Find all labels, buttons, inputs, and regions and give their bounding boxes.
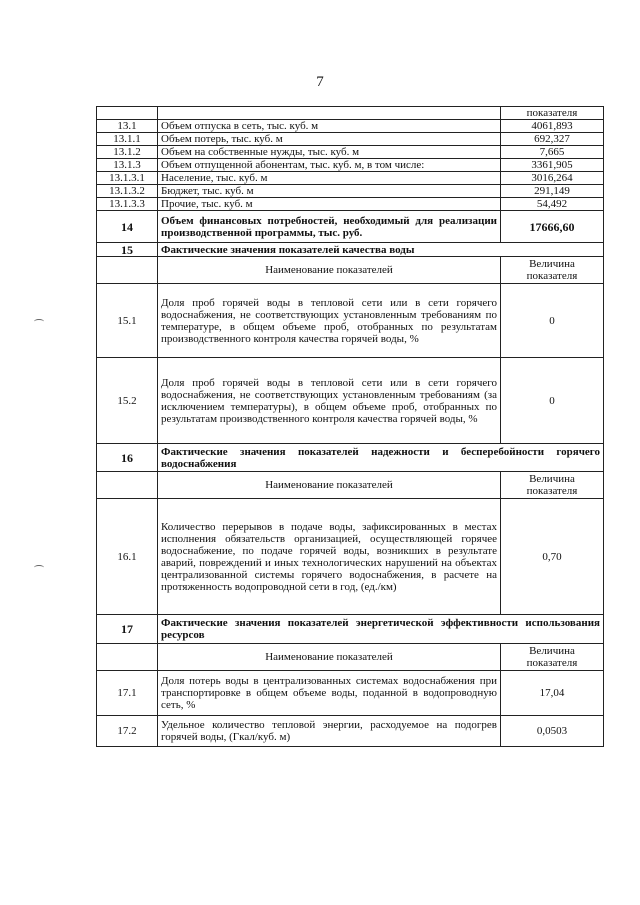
- table-row: [97, 284, 604, 358]
- subheader-row: [97, 472, 604, 499]
- row-number: 16.1: [97, 499, 158, 615]
- name-header: Наименование показателей: [158, 644, 501, 671]
- section-header-row: [97, 444, 604, 472]
- row-value: 692,327: [501, 133, 604, 146]
- row-value: 3016,264: [501, 172, 604, 185]
- row-value: 17666,60: [501, 211, 604, 243]
- row-name: Объем отпуска в сеть, тыс. куб. м: [158, 120, 501, 133]
- table-row: [97, 671, 604, 716]
- empty-cell: [97, 644, 158, 671]
- row-value: 0,70: [501, 499, 604, 615]
- value-header: показателя: [501, 107, 604, 120]
- section-header-row: [97, 615, 604, 644]
- table-row: [97, 499, 604, 615]
- row-name: Прочие, тыс. куб. м: [158, 198, 501, 211]
- table-row: [97, 146, 604, 159]
- row-value: 291,149: [501, 185, 604, 198]
- value-header: Величина показателя: [501, 257, 604, 284]
- empty-cell: [97, 257, 158, 284]
- indicators-table: [96, 106, 604, 747]
- margin-mark: [34, 319, 44, 324]
- margin-mark: [34, 565, 44, 570]
- row-name: Объем отпущенной абонентам, тыс. куб. м, в том числе:: [158, 159, 501, 172]
- row-number: 13.1.1: [97, 133, 158, 146]
- row-number: 13.1.3.3: [97, 198, 158, 211]
- row-number: 13.1.3.2: [97, 185, 158, 198]
- row-value: 0,0503: [501, 716, 604, 747]
- section-number: 17: [97, 615, 158, 644]
- row-name: Объем финансовых потребностей, необходимый для реализации производственной программы, тыс. руб.: [158, 211, 501, 243]
- row-number: 14: [97, 211, 158, 243]
- section-number: 15: [97, 243, 158, 257]
- table-row: [97, 198, 604, 211]
- table-row: [97, 716, 604, 747]
- row-number: 17.2: [97, 716, 158, 747]
- row-name: Объем потерь, тыс. куб. м: [158, 133, 501, 146]
- section-header-row: [97, 243, 604, 257]
- row-value: 4061,893: [501, 120, 604, 133]
- section-title: Фактические значения показателей качества воды: [158, 243, 604, 257]
- row-value: 3361,905: [501, 159, 604, 172]
- section-title: Фактические значения показателей надежности и бесперебойности горячего водоснабжения: [158, 444, 604, 472]
- value-header: Величина показателя: [501, 644, 604, 671]
- row-name: Удельное количество тепловой энергии, расходуемое на подогрев горячей воды, (Гкал/куб. м): [158, 716, 501, 747]
- name-header: Наименование показателей: [158, 472, 501, 499]
- page-number: 7: [316, 74, 324, 90]
- row-value: 7,665: [501, 146, 604, 159]
- row-name: Население, тыс. куб. м: [158, 172, 501, 185]
- subheader-row: [97, 644, 604, 671]
- row-number: 15.1: [97, 284, 158, 358]
- row-number: 17.1: [97, 671, 158, 716]
- table-row: [97, 120, 604, 133]
- value-header: Величина показателя: [501, 472, 604, 499]
- row-name: Доля проб горячей воды в тепловой сети или в сети горячего водоснабжения, не соответствующих установленным требованиям по температуре, в общем объеме проб, отобранных по результатам производственного контроля качества горячей воды, %: [158, 284, 501, 358]
- empty-cell: [97, 472, 158, 499]
- row-value: 17,04: [501, 671, 604, 716]
- row-value: 0: [501, 358, 604, 444]
- table-row: [97, 358, 604, 444]
- row-name: Бюджет, тыс. куб. м: [158, 185, 501, 198]
- table-row: [97, 185, 604, 198]
- empty-cell: [158, 107, 501, 120]
- section-title: Фактические значения показателей энергетической эффективности использования ресурсов: [158, 615, 604, 644]
- table-row: [97, 133, 604, 146]
- empty-cell: [97, 107, 158, 120]
- row-number: 15.2: [97, 358, 158, 444]
- row-number: 13.1.3.1: [97, 172, 158, 185]
- row-value: 0: [501, 284, 604, 358]
- name-header: Наименование показателей: [158, 257, 501, 284]
- row-name: Количество перерывов в подаче воды, зафиксированных в местах исполнения обязательств организацией, осуществляющей горячее водоснабжение, по подаче горячей воды, возникших в результате аварий, повреждений и иных технологических нарушений на объектах централизованной системы горячего водоснабжения, в расчете на протяженность водопроводной сети в год, (ед./км): [158, 499, 501, 615]
- row-number: 13.1: [97, 120, 158, 133]
- subheader-row: [97, 257, 604, 284]
- table-row: [97, 159, 604, 172]
- row-number: 13.1.2: [97, 146, 158, 159]
- header-row: [97, 107, 604, 120]
- financial-needs-row: [97, 211, 604, 243]
- row-name: Объем на собственные нужды, тыс. куб. м: [158, 146, 501, 159]
- row-name: Доля проб горячей воды в тепловой сети или в сети горячего водоснабжения, не соответствующих установленным требованиям (за исключением температуры), в общем объеме проб, отобранных по результатам производственного контроля качества горячей воды, %: [158, 358, 501, 444]
- row-name: Доля потерь воды в централизованных системах водоснабжения при транспортировке в общем объеме воды, поданной в водопроводную сеть, %: [158, 671, 501, 716]
- section-number: 16: [97, 444, 158, 472]
- row-number: 13.1.3: [97, 159, 158, 172]
- table-row: [97, 172, 604, 185]
- row-value: 54,492: [501, 198, 604, 211]
